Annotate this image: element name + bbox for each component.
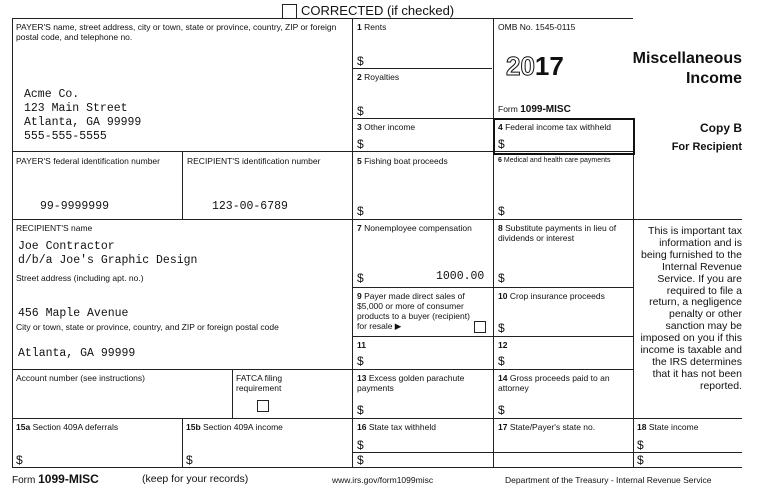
payer-fed-id[interactable]: 99-9999999 [40, 200, 110, 213]
box9-label: 9 Payer made direct sales of $5,000 or more of consumer products to a buyer (recipient) for resale ▶ [357, 291, 470, 331]
payer-phone[interactable]: 555-555-5555 [24, 130, 107, 143]
box11-dollar: $ [357, 354, 364, 368]
tax-year-bold: 17 [534, 51, 564, 81]
recipient-dba[interactable]: d/b/a Joe's Graphic Design [18, 254, 198, 267]
box4-dollar: $ [498, 137, 505, 151]
box11-label: 11 [357, 340, 366, 350]
payer-fed-id-label: PAYER'S federal identification number [16, 156, 160, 166]
tax-year [506, 52, 564, 80]
box12-label: 12 [498, 340, 508, 350]
box6-dollar: $ [498, 204, 505, 218]
copy-title: Copy B [700, 121, 742, 135]
corrected-checkbox[interactable] [282, 4, 297, 19]
payer-city[interactable]: Atlanta, GA 99999 [24, 116, 142, 129]
recipient-city[interactable]: Atlanta, GA 99999 [18, 347, 136, 360]
footer-keep: (keep for your records) [142, 473, 249, 485]
box5-dollar: $ [357, 204, 364, 218]
box8-dollar: $ [498, 271, 505, 285]
recipient-city-label: City or town, state or province, country, and ZIP or foreign postal code [16, 322, 279, 332]
box18-label: 18 State income [637, 422, 699, 432]
box15a-dollar: $ [16, 453, 23, 467]
box8-label: 8 Substitute payments in lieu of dividends or interest [498, 223, 617, 243]
box10-label: 10 Crop insurance proceeds [498, 291, 605, 301]
recipient-name[interactable]: Joe Contractor [18, 240, 115, 253]
fatca-checkbox[interactable] [257, 400, 269, 412]
box13-label: 13 Excess golden parachute payments [357, 373, 465, 393]
box9-checkbox[interactable] [474, 321, 486, 333]
tax-year-outline: 20 [506, 51, 535, 81]
copy-notice: This is important tax information and is being furnished to the Internal Revenue Service. If you are required to file a return, a negligence penalty or other sanction may be imposed on you if this income is taxable and the IRS determines that it has not been reported. [640, 225, 742, 392]
box15a-label: 15a Section 409A deferrals [16, 422, 119, 432]
box1-dollar: $ [357, 54, 364, 68]
box14-label: 14 Gross proceeds paid to an attorney [498, 373, 610, 393]
footer-dept: Department of the Treasury - Internal Revenue Service [505, 475, 712, 485]
box4-label: 4 Federal income tax withheld [498, 122, 611, 132]
box18-dollar-1: $ [637, 438, 644, 452]
box16-dollar-2: $ [357, 453, 364, 467]
box18-dollar-2: $ [637, 453, 644, 467]
box14-dollar: $ [498, 403, 505, 417]
fatca-label: FATCA filing requirement [236, 373, 283, 393]
recipient-street-label: Street address (including apt. no.) [16, 273, 144, 283]
recipient-street[interactable]: 456 Maple Avenue [18, 307, 129, 320]
box1-label: 1 Rents [357, 22, 387, 32]
form-title-line2: Income [685, 70, 742, 87]
box6-label: 6 Medical and health care payments [498, 157, 611, 164]
box7-label: 7 Nonemployee compensation [357, 223, 472, 233]
box7-dollar: $ [357, 271, 364, 285]
corrected-label: CORRECTED (if checked) [301, 3, 455, 18]
box3-label: 3 Other income [357, 122, 416, 132]
box16-dollar-1: $ [357, 438, 364, 452]
payer-info-label: PAYER'S name, street address, city or town, state or province, country, ZIP or foreign postal code, and telephone no. [16, 22, 337, 42]
recipient-id-label: RECIPIENT'S identification number [187, 156, 321, 166]
form-title-line1: Miscellaneous [632, 50, 742, 67]
form-title [600, 49, 742, 89]
footer-form: Form 1099-MISC [12, 472, 99, 486]
box5-label: 5 Fishing boat proceeds [357, 156, 448, 166]
box13-dollar: $ [357, 403, 364, 417]
recipient-name-label: RECIPIENT'S name [16, 223, 93, 233]
payer-name[interactable]: Acme Co. [24, 88, 80, 101]
box10-dollar: $ [498, 321, 505, 335]
recipient-id[interactable]: 123-00-6789 [212, 200, 288, 213]
box12-dollar: $ [498, 354, 505, 368]
box15b-dollar: $ [186, 453, 193, 467]
box2-dollar: $ [357, 104, 364, 118]
box3-dollar: $ [357, 137, 364, 151]
box2-label: 2 Royalties [357, 72, 400, 82]
payer-street[interactable]: 123 Main Street [24, 102, 128, 115]
account-number-label: Account number (see instructions) [16, 373, 145, 383]
box17-label: 17 State/Payer's state no. [498, 422, 596, 432]
box7-value[interactable]: 1000.00 [436, 270, 485, 283]
omb-number: OMB No. 1545-0115 [498, 22, 576, 32]
form-name-top: Form 1099-MISC [498, 104, 571, 115]
box16-label: 16 State tax withheld [357, 422, 436, 432]
copy-subtitle: For Recipient [671, 141, 742, 153]
footer-url[interactable]: www.irs.gov/form1099misc [332, 475, 434, 485]
box15b-label: 15b Section 409A income [186, 422, 283, 432]
